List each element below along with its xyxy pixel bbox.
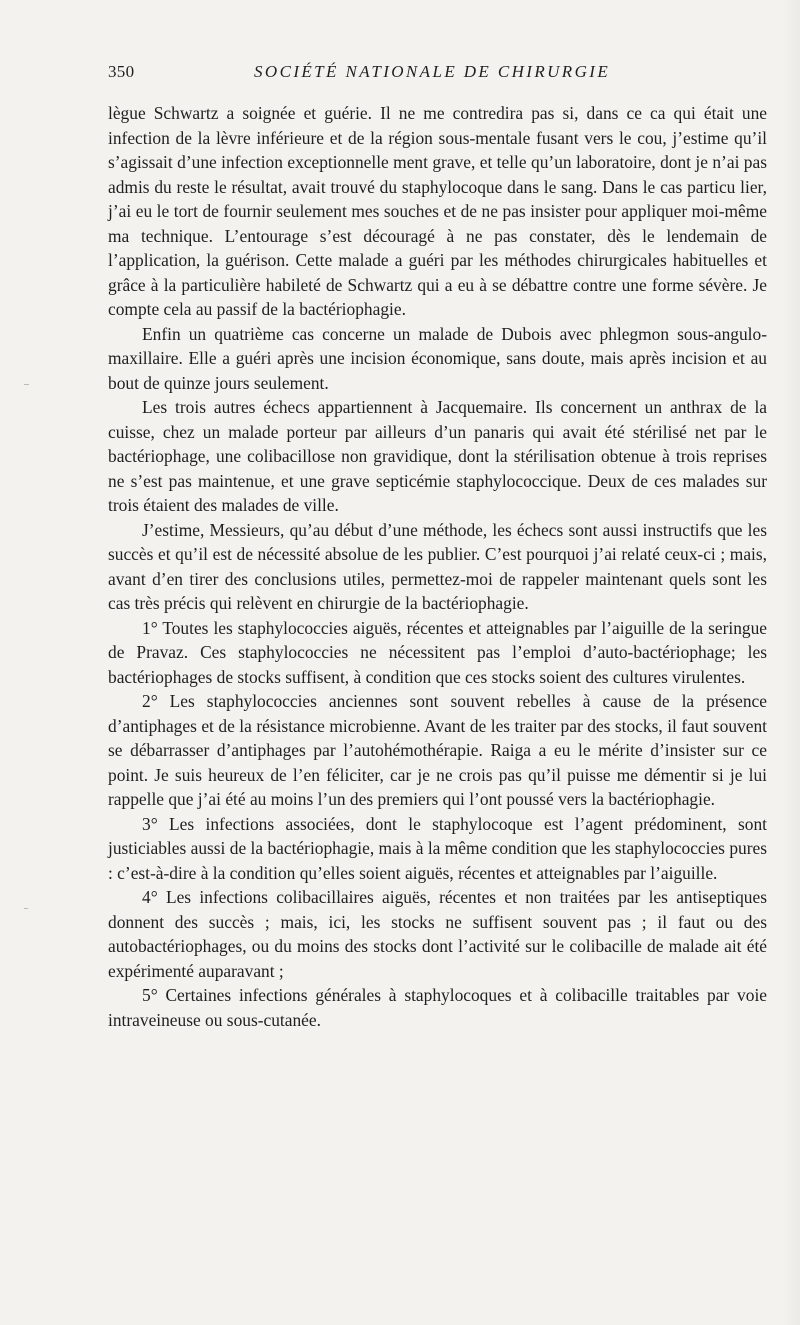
paragraph-9: 5° Certaines infections générales à staphylocoques et à colibacille traitables par voie intraveineuse ou sous-cutanée. <box>108 985 767 1030</box>
running-head <box>108 62 768 86</box>
scan-mark <box>24 908 28 909</box>
paragraph-4: J’estime, Messieurs, qu’au début d’une méthode, les échecs sont aussi instructifs que les succès et qu’il est de nécessité absolue de les publier. C’est pourquoi j’ai relaté ceux-ci ; mais, avant d’en tirer des conclusions utiles, permettez-moi de rappeler maintenant quels sont les cas très précis qui relèvent en chirurgie de la bactériophagie. <box>108 519 767 613</box>
paragraph-5: 1° Toutes les staphylococcies aiguës, récentes et atteignables par l’aiguille de la seringue de Pravaz. Ces staphylococcies ne nécessitent pas l’emploi d’auto-bactériophage; les bactériophages de stocks suffisent, à condition que ces stocks soient des cultures virulentes. <box>108 617 767 687</box>
body-text <box>108 101 767 1032</box>
paragraph-2: Enfin un quatrième cas concerne un malade de Dubois avec phlegmon sous-angulo-maxillaire. Elle a guéri après une incision économique, sans doute, mais après incision et au bout de quinze jours seulement. <box>108 323 767 393</box>
paragraph-7: 3° Les infections associées, dont le staphylocoque est l’agent prédominent, sont justiciables aussi de la bactériophagie, mais à la même condition que les staphylococcies pures : c’est-à-dire à la condition qu’elles soient aiguës, récentes et atteignables par l’aiguille. <box>108 813 767 883</box>
paragraph-8: 4° Les infections colibacillaires aiguës, récentes et non traitées par les antiseptiques donnent des succès ; mais, ici, les stocks ne suffisent souvent pas ; il faut ou des autobactériophages, ou du moins des stocks dont l’activité sur le colibacille de malade ait été expérimenté auparavant ; <box>108 887 767 981</box>
paragraph-1: lègue Schwartz a soignée et guérie. Il ne me contredira pas si, dans ce ca qui était une infection de la lèvre inférieure et de la région sous-mentale fusant vers le cou, j’estime qu’il s’agissait d’une infection exceptionnelle ment grave, et telle qu’un laboratoire, dont je n’ai pas admis du reste le résultat, avait trouvé du staphylocoque dans le sang. Dans le cas particu lier, j’ai eu le tort de fournir seulement mes souches et de ne pas insister pour appliquer moi-même ma technique. L’entourage s’est découragé à ne pas constater, dès le lendemain de l’application, la guérison. Cette malade a guéri par les méthodes chirurgicales habituelles et grâce à la particulière habileté de Schwartz qui a eu à se débattre contre une forme sévère. Je compte cela au passif de la bactériophagie. <box>108 103 767 319</box>
page-number: 350 <box>108 62 135 81</box>
scan-mark <box>24 384 29 385</box>
page-edge-shadow <box>782 0 800 1325</box>
journal-title: SOCIÉTÉ NATIONALE DE CHIRURGIE <box>254 62 611 81</box>
paragraph-6: 2° Les staphylococcies anciennes sont souvent rebelles à cause de la présence d’antiphages et de la résistance microbienne. Avant de les traiter par des stocks, il faut souvent se débarrasser d’antiphages par l’autohémothérapie. Raiga a eu le mérite d’insister sur ce point. Je suis heureux de l’en féliciter, car je ne crois pas qu’il puisse me démentir si je lui rappelle que j’ai été au moins l’un des premiers qui l’ont poussé vers la bactériophagie. <box>108 691 767 809</box>
paragraph-3: Les trois autres échecs appartiennent à Jacquemaire. Ils concernent un anthrax de la cuisse, chez un malade porteur par ailleurs d’un panaris qui avait été stérilisé net par le bactériophage, une colibacillose non gravidique, dont la stérilisation obtenue à trois reprises ne s’est pas maintenue, et une grave septicémie staphylococcique. Deux de ces malades sur trois étaient des malades de ville. <box>108 397 767 515</box>
